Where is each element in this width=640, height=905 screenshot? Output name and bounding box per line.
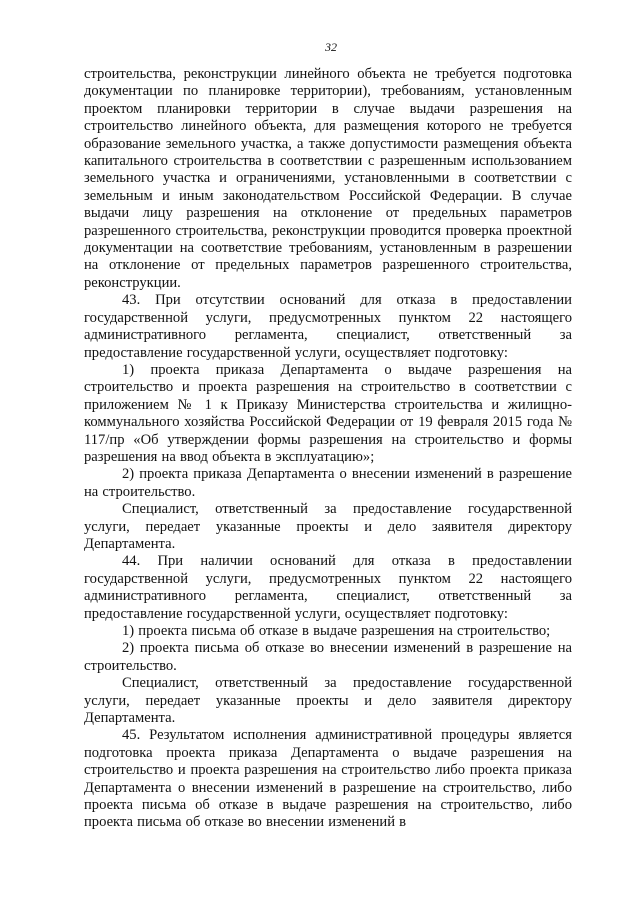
- paragraph-44-subitem-1: 1) проекта письма об отказе в выдаче разрешения на строительство;: [122, 623, 551, 639]
- paragraph-continuation: строительства, реконструкции линейного объекта не требуется подготовка документации по планировке территории), требованиям, установленным проектом планировки территории в случае выдачи разрешения на строительство линейного объекта, для размещения которого не требуется образование земельного участка, а также допустимости размещения объекта капитального строительства в соответствии с разрешенным использованием земельного участка и ограничениями, установленными в соответствии с земельным и иным законодательством Российской Федерации. В случае выдачи лицу разрешения на отклонение от предельных параметров разрешенного строительства, реконструкции проводится проверка проектной документации на соответствие требованиям, установленным в разрешении на отклонение от предельных параметров разрешенного строительства, реконструкции.: [84, 66, 572, 291]
- paragraph-43-subitem-2: 2) проекта приказа Департамента о внесении изменений в разрешение на строительство.: [84, 466, 572, 500]
- paragraph-item-45: 45. Результатом исполнения административной процедуры является подготовка проекта приказа Департамента о выдаче разрешения на строительство и проекта разрешения на строительство либо проекта приказа Департамента о внесении изменений в разрешение на строительство, либо проекта письма об отказе в выдаче разрешения на строительство, либо проекта письма об отказе во внесении изменений в: [84, 727, 572, 831]
- paragraph-44-subitem-2: 2) проекта письма об отказе во внесении изменений в разрешение на строительство.: [84, 640, 572, 674]
- paragraph-43-subitem-1: 1) проекта приказа Департамента о выдаче разрешения на строительство и проекта разрешения на строительство в соответствии с приложением № 1 к Приказу Министерства строительства и жилищно-коммунального хозяйства Российской Федерации от 19 февраля 2015 года № 117/пр «Об утверждении формы разрешения на строительство и формы разрешения на ввод объекта в эксплуатацию»;: [84, 361, 572, 465]
- paragraph-item-44: 44. При наличии оснований для отказа в предоставлении государственной услуги, предусмотренных пунктом 22 настоящего административного регламента, специалист, ответственный за предоставление государственной услуги, осуществляет подготовку:: [84, 553, 572, 622]
- paragraph-44-specialist: Специалист, ответственный за предоставление государственной услуги, передает указанные проекты и дело заявителя директору Департамента.: [84, 675, 572, 727]
- paragraph-item-43: 43. При отсутствии оснований для отказа в предоставлении государственной услуги, предусмотренных пунктом 22 настоящего административного регламента, специалист, ответственный за предоставление государственной услуги, осуществляет подготовку:: [84, 292, 572, 361]
- page-number: 32: [325, 40, 337, 54]
- paragraph-43-specialist: Специалист, ответственный за предоставление государственной услуги, передает указанные проекты и дело заявителя директору Департамента.: [84, 501, 572, 552]
